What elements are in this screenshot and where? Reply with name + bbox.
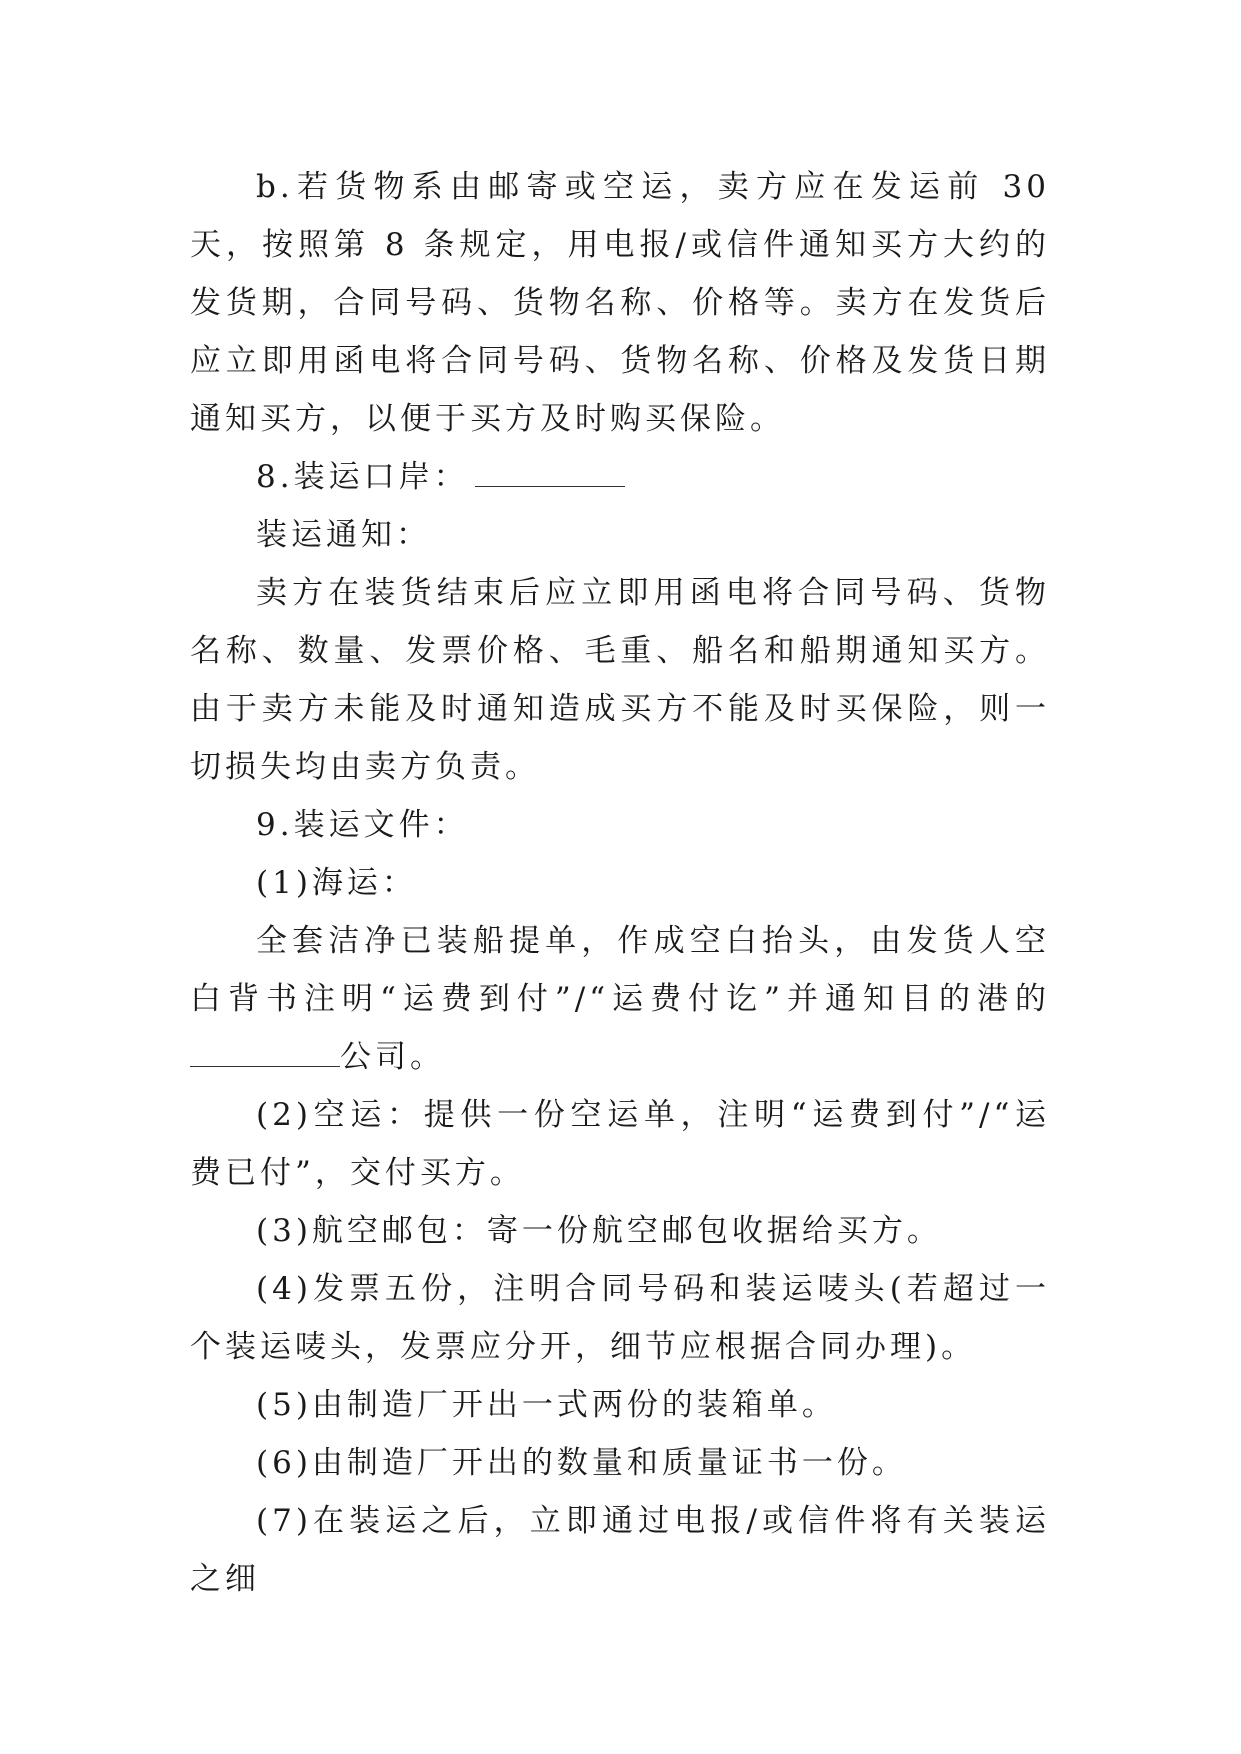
- paragraph-bill-of-lading: [190, 912, 1050, 1086]
- paragraph-text: 9.装运文件：: [256, 807, 469, 843]
- fill-in-blank: [475, 456, 625, 487]
- paragraph-text: 卖方在装货结束后应立即用函电将合同号码、货物名称、数量、发票价格、毛重、船名和船期通知买方。由于卖方未能及时通知造成买方不能及时买保险，则一切损失均由卖方负责。: [190, 575, 1050, 785]
- paragraph-text: (2)空运：提供一份空运单，注明“运费到付”/“运费已付”，交付买方。: [190, 1097, 1050, 1191]
- paragraph-quality-certificate: [190, 1434, 1050, 1492]
- paragraph-air-parcel: [190, 1202, 1050, 1260]
- paragraph-text: 8.装运口岸：: [256, 459, 469, 495]
- paragraph-packing-list: [190, 1376, 1050, 1434]
- paragraph-loading-port: [190, 448, 1050, 506]
- fill-in-blank: [190, 1036, 340, 1067]
- paragraph-shipping-documents-heading: [190, 796, 1050, 854]
- paragraph-text: (4)发票五份，注明合同号码和装运唛头(若超过一个装运唛头，发票应分开，细节应根据合同办理)。: [190, 1271, 1050, 1365]
- paragraph-text: 公司。: [340, 1039, 445, 1075]
- paragraph-text: 装运通知：: [256, 517, 431, 553]
- paragraph-text: b.若货物系由邮寄或空运，卖方应在发运前 30 天，按照第 8 条规定，用电报/或信件通知买方大约的发货期，合同号码、货物名称、价格等。卖方在发货后应立即用函电将合同号码、货物名称、价格及发货日期通知买方，以便于买方及时购买保险。: [190, 169, 1050, 437]
- paragraph-text: (6)由制造厂开出的数量和质量证书一份。: [256, 1445, 907, 1481]
- paragraph-air-transport: [190, 1086, 1050, 1202]
- paragraph-airmail-notice: [190, 158, 1050, 448]
- paragraph-text: (3)航空邮包：寄一份航空邮包收据给买方。: [256, 1213, 942, 1249]
- paragraph-text: 全套洁净已装船提单，作成空白抬头，由发货人空白背书注明“运费到付”/“运费付讫”并通知目的港的: [190, 923, 1050, 1017]
- paragraph-shipment-details: [190, 1492, 1050, 1608]
- paragraph-shipping-notice-heading: [190, 506, 1050, 564]
- paragraph-shipping-notice-body: [190, 564, 1050, 796]
- paragraph-text: (1)海运：: [256, 865, 417, 901]
- paragraph-text: (5)由制造厂开出一式两份的装箱单。: [256, 1387, 837, 1423]
- paragraph-sea-transport: [190, 854, 1050, 912]
- document-body: [190, 158, 1050, 1608]
- paragraph-invoice: [190, 1260, 1050, 1376]
- paragraph-text: (7)在装运之后，立即通过电报/或信件将有关装运之细: [190, 1503, 1050, 1597]
